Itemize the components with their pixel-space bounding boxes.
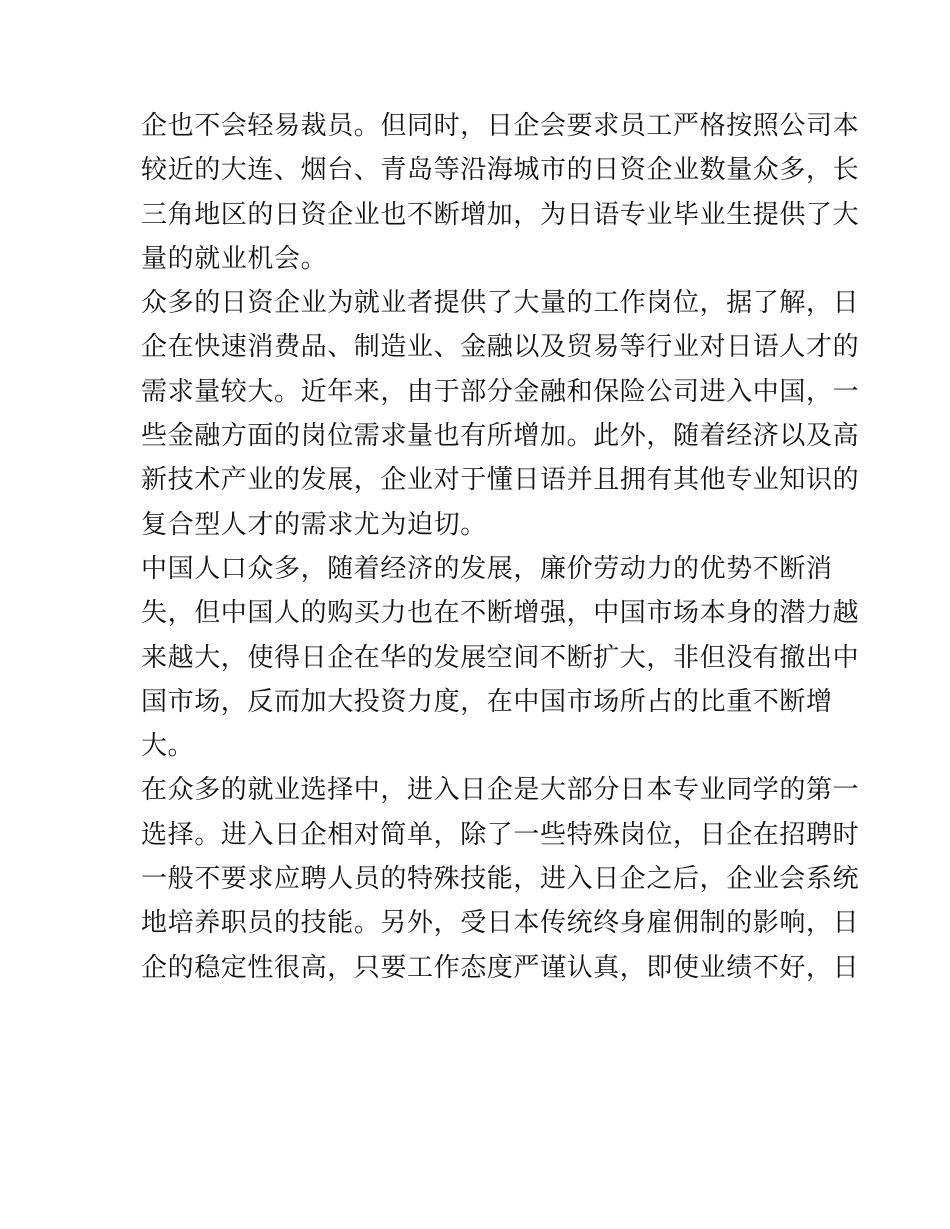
text-line-7: 需求量较大。近年来，由于部分金融和保险公司进入中国，一: [141, 376, 860, 407]
text-line-6: 企在快速消费品、制造业、金融以及贸易等行业对日语人才的: [141, 332, 860, 363]
text-line-1: 企也不会轻易裁员。但同时，日企会要求员工严格按照公司本: [141, 111, 860, 141]
text-line-5: 众多的日资企业为就业者提供了大量的工作岗位，据了解，日: [141, 288, 860, 319]
text-line-18: 一般不要求应聘人员的特殊技能，进入日企之后，企业会系统: [141, 864, 860, 895]
text-line-2: 较近的大连、烟台、青岛等沿海城市的日资企业数量众多，长: [141, 155, 860, 186]
text-line-16: 在众多的就业选择中，进入日企是大部分日本专业同学的第一: [141, 775, 860, 806]
text-line-8: 些金融方面的岗位需求量也有所增加。此外，随着经济以及高: [141, 421, 860, 452]
text-line-11: 中国人口众多，随着经济的发展，廉价劳动力的优势不断消: [141, 553, 833, 584]
text-line-12: 失，但中国人的购买力也在不断增强，中国市场本身的潜力越: [141, 598, 860, 629]
text-line-10: 复合型人才的需求尤为迫切。: [141, 509, 487, 540]
body-text: [141, 104, 860, 990]
text-line-9: 新技术产业的发展，企业对于懂日语并且拥有其他专业知识的: [141, 465, 860, 496]
text-line-4: 量的就业机会。: [141, 243, 328, 274]
text-line-19: 地培养职员的技能。另外，受日本传统终身雇佣制的影响，日: [141, 908, 860, 939]
text-line-13: 来越大，使得日企在华的发展空间不断扩大，非但没有撤出中: [141, 642, 860, 673]
text-line-20: 企的稳定性很高，只要工作态度严谨认真，即使业绩不好，日: [141, 952, 860, 983]
text-line-15: 大。: [141, 731, 195, 762]
text-line-3: 三角地区的日资企业也不断增加，为日语专业毕业生提供了大: [141, 199, 860, 230]
text-line-14: 国市场，反而加大投资力度，在中国市场所占的比重不断增: [141, 686, 833, 717]
text-line-17: 选择。进入日企相对简单，除了一些特殊岗位，日企在招聘时: [141, 819, 860, 850]
